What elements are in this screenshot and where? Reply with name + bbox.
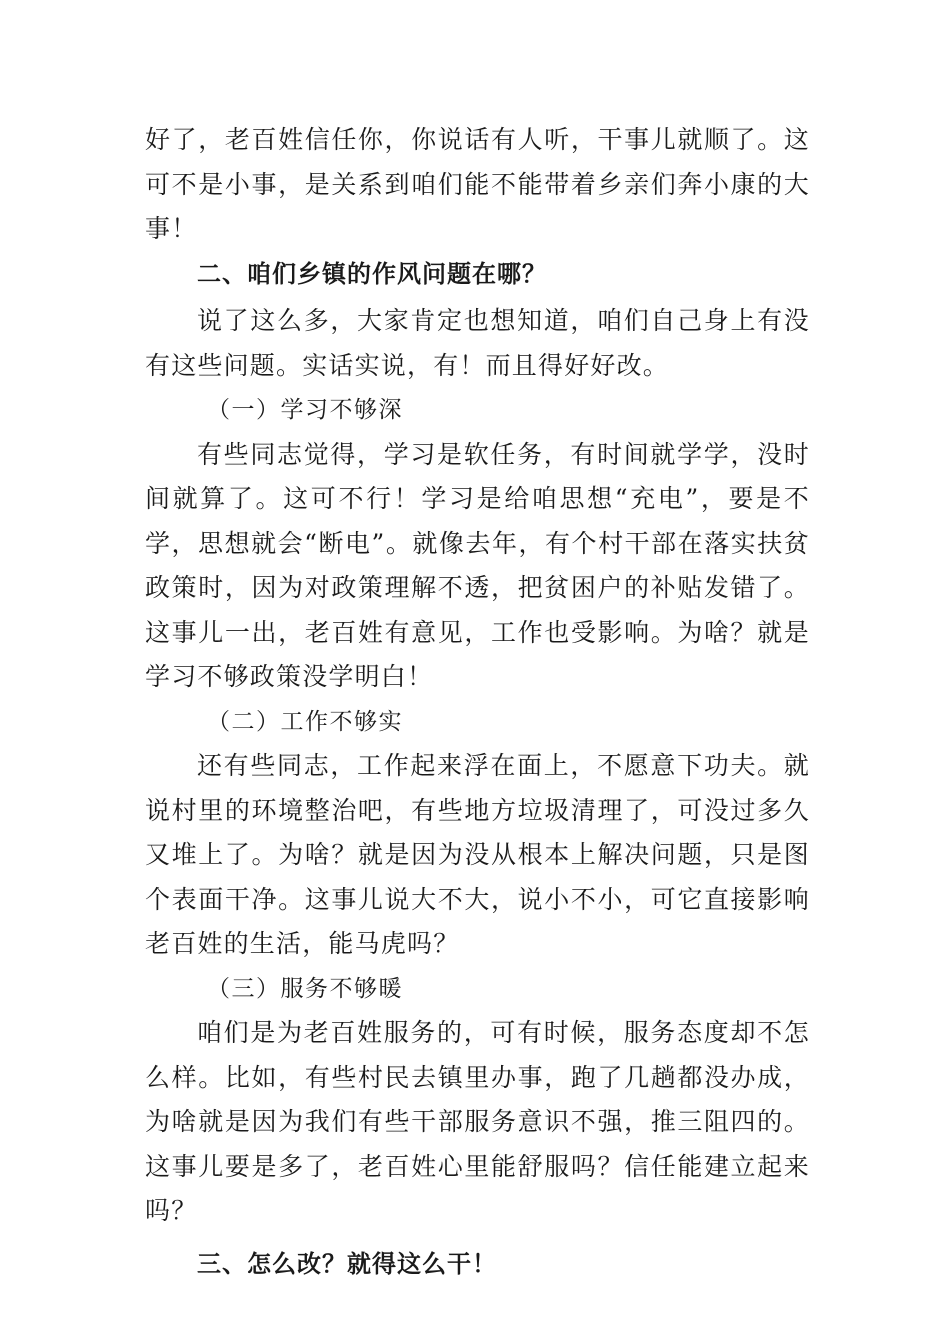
paragraph-work: 还有些同志，工作起来浮在面上，不愿意下功夫。就说村里的环境整治吧，有些地方垃圾清理了，可没过多久又堆上了。为啥？就是因为没从根本上解决问题，只是图个表面干净。这事儿说大不大，说小不小，可它直接影响老百姓的生活，能马虎吗？ [145,751,810,958]
paragraph-intro-continued: 好了，老百姓信任你，你说话有人听，干事儿就顺了。这可不是小事，是关系到咱们能不能带着乡亲们奔小康的大事！ [145,125,810,243]
document-body [145,118,810,1286]
section-heading-2: 二、咱们乡镇的作风问题在哪？ [197,259,547,288]
subsection-heading-1: （一）学习不够深 [207,397,403,423]
paragraph-section-2-intro: 说了这么多，大家肯定也想知道，咱们自己身上有没有这些问题。实话实说，有！而且得好好改。 [145,306,810,380]
subsection-heading-2: （二）工作不够实 [207,708,403,735]
paragraph-study: 有些同志觉得，学习是软任务，有时间就学学，没时间就算了。这可不行！学习是给咱思想“充电”，要是不学，思想就会“断电”。就像去年，有个村干部在落实扶贫政策时，因为对政策理解不透，把贫困户的补贴发错了。这事儿一出，老百姓有意见，工作也受影响。为啥？就是学习不够政策没学明白！ [145,439,810,691]
section-heading-3: 三、怎么改？就得这么干！ [197,1249,497,1278]
paragraph-service: 咱们是为老百姓服务的，可有时候，服务态度却不怎么样。比如，有些村民去镇里办事，跑了几趟都没办成，为啥就是因为我们有些干部服务意识不强，推三阻四的。这事儿要是多了，老百姓心里能舒服吗？信任能建立起来吗？ [145,1018,810,1225]
subsection-heading-3: （三）服务不够暖 [207,975,403,1002]
